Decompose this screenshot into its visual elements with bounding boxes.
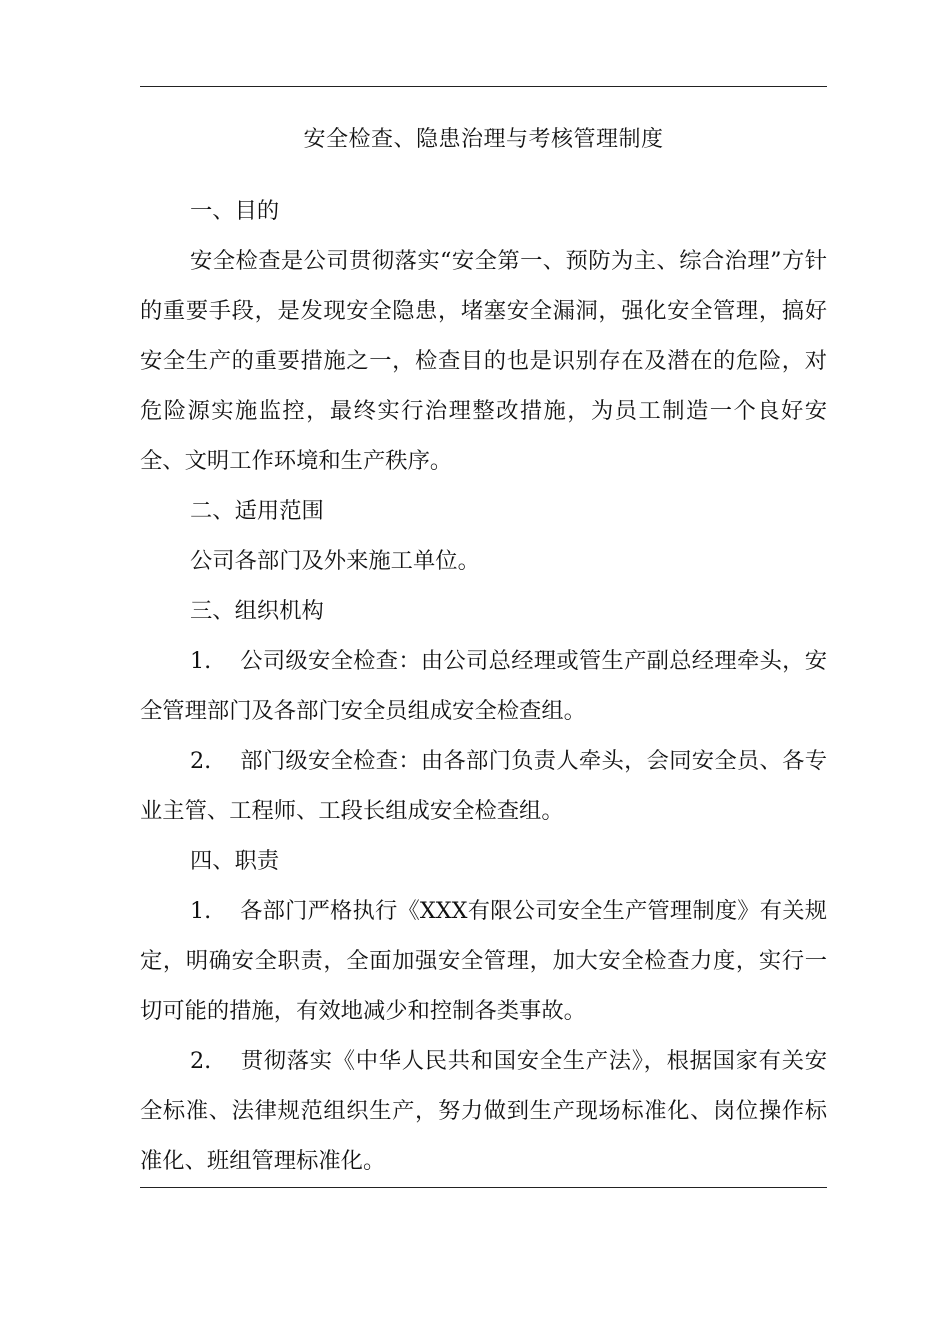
organization-item-2: 2. 部门级安全检查：由各部门负责人牵头，会同安全员、各专业主管、工程师、工段长组成安全检查组。: [140, 736, 827, 836]
item-number: 1.: [190, 648, 212, 674]
section-heading-organization: 三、组织机构: [190, 598, 324, 624]
item-number: 2.: [190, 748, 212, 774]
item-number: 1.: [190, 898, 212, 924]
document-title: 安全检查、隐患治理与考核管理制度: [303, 127, 664, 152]
purpose-paragraph: 安全检查是公司贯彻落实“安全第一、预防为主、综合治理”方针的重要手段，是发现安全隐患，堵塞安全漏洞，强化安全管理，搞好安全生产的重要措施之一，检查目的也是识别存在及潜在的危险，对危险源实施监控，最终实行治理整改措施，为员工制造一个良好安全、文明工作环境和生产秩序。: [140, 248, 827, 474]
section-heading-scope: 二、适用范围: [190, 498, 324, 524]
item-number: 2.: [190, 1048, 212, 1074]
header-rule: [140, 86, 827, 87]
scope-paragraph: 公司各部门及外来施工单位。: [190, 548, 480, 574]
duties-item-2: 2. 贯彻落实《中华人民共和国安全生产法》，根据国家有关安全标准、法律规范组织生产，努力做到生产现场标准化、岗位操作标准化、班组管理标准化。: [140, 1036, 827, 1186]
section-heading-duties: 四、职责: [190, 848, 280, 874]
document-body: [140, 114, 827, 1186]
footer-rule: [140, 1187, 827, 1188]
duties-item-1: 1. 各部门严格执行《XXX有限公司安全生产管理制度》有关规定，明确安全职责，全面加强安全管理，加大安全检查力度，实行一切可能的措施，有效地减少和控制各类事故。: [140, 886, 827, 1036]
document-page: [140, 0, 827, 1344]
organization-item-1: 1. 公司级安全检查：由公司总经理或管生产副总经理牵头，安全管理部门及各部门安全员组成安全检查组。: [140, 636, 827, 736]
section-heading-purpose: 一、目的: [190, 198, 280, 224]
